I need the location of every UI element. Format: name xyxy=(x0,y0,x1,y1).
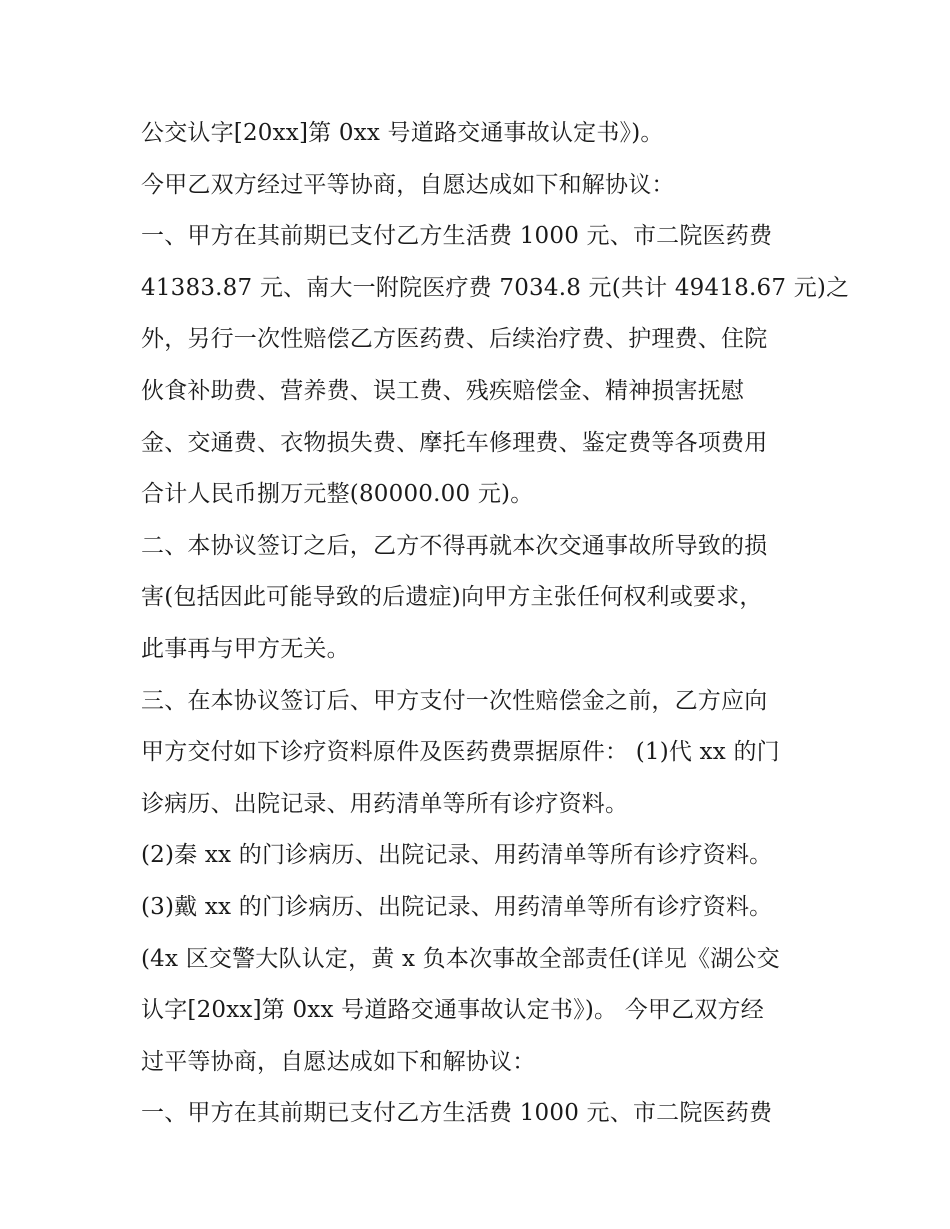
text-line: 二、本协议签订之后，乙方不得再就本次交通事故所导致的损 xyxy=(141,532,768,559)
text-line: (3)戴 xx 的门诊病历、出院记录、用药清单等所有诊疗资料。 xyxy=(141,893,773,920)
text-line: 甲方交付如下诊疗资料原件及医药费票据原件： (1)代 xx 的门 xyxy=(141,739,780,766)
text-line: 害(包括因此可能导致的后遗症)向甲方主张任何权利或要求， xyxy=(141,584,763,611)
text-line: (2)秦 xx 的门诊病历、出院记录、用药清单等所有诊疗资料。 xyxy=(141,842,773,869)
text-line: 伙食补助费、营养费、误工费、残疾赔偿金、精神损害抚慰 xyxy=(141,377,745,404)
text-line: 今甲乙双方经过平等协商，自愿达成如下和解协议： xyxy=(141,171,675,198)
document-body xyxy=(141,108,850,1140)
text-line: 诊病历、出院记录、用药清单等所有诊疗资料。 xyxy=(141,790,629,817)
text-line: 此事再与甲方无关。 xyxy=(141,635,350,662)
text-line: 金、交通费、衣物损失费、摩托车修理费、鉴定费等各项费用 xyxy=(141,429,768,456)
text-line: 41383.87 元、南大一附院医疗费 7034.8 元(共计 49418.67 元)之 xyxy=(141,274,850,301)
text-line: 认字[20xx]第 0xx 号道路交通事故认定书》)。 今甲乙双方经 xyxy=(141,997,764,1024)
text-line: 外，另行一次性赔偿乙方医药费、后续治疗费、护理费、住院 xyxy=(141,326,768,353)
text-line: 三、在本协议签订后、甲方支付一次性赔偿金之前，乙方应向 xyxy=(141,687,768,714)
text-line: 一、甲方在其前期已支付乙方生活费 1000 元、市二院医药费 xyxy=(141,223,773,250)
text-line: 过平等协商，自愿达成如下和解协议： xyxy=(141,1048,536,1075)
text-line: 合计人民币捌万元整(80000.00 元)。 xyxy=(141,481,534,508)
text-line: 一、甲方在其前期已支付乙方生活费 1000 元、市二院医药费 xyxy=(141,1100,773,1127)
text-line: 公交认字[20xx]第 0xx 号道路交通事故认定书》)。 xyxy=(141,120,664,146)
text-line: (4x 区交警大队认定，黄 x 负本次事故全部责任(详见《湖公交 xyxy=(141,945,780,972)
